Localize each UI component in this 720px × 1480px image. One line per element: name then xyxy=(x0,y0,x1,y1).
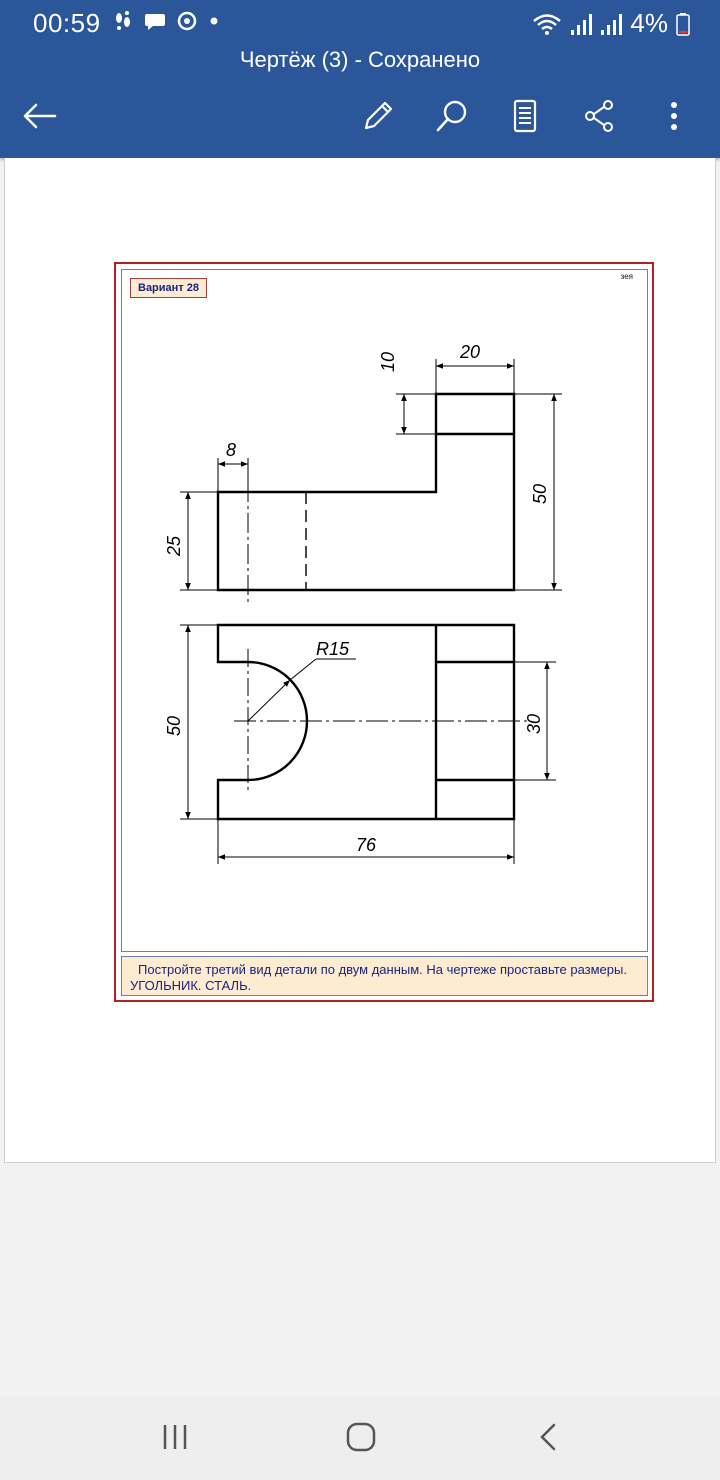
back-arrow-icon xyxy=(22,101,58,131)
dim-label-50-top: 50 xyxy=(164,715,184,736)
dim-label-r15: R15 xyxy=(316,639,350,659)
share-button[interactable] xyxy=(579,96,619,136)
steps-icon xyxy=(112,10,134,32)
technical-drawing xyxy=(116,264,652,1000)
status-bar xyxy=(0,0,720,44)
nav-back-button[interactable] xyxy=(524,1416,574,1458)
battery-icon xyxy=(676,12,690,36)
document-title: Чертёж (3) - Сохранено xyxy=(239,47,481,72)
back-icon xyxy=(534,1422,564,1452)
dot-icon xyxy=(208,10,220,32)
home-icon xyxy=(345,1421,377,1453)
dim-label-10: 10 xyxy=(378,351,398,372)
signal-icon xyxy=(570,12,592,36)
status-left-icons xyxy=(112,10,220,32)
task-description: Постройте третий вид детали по двум данным. На чертеже проставьте размеры. УГОЛЬНИК. СТАЛЬ. xyxy=(121,956,648,996)
status-time: 00:59 xyxy=(33,8,101,38)
drawing-sheet xyxy=(114,262,654,1002)
battery-percent: 4% xyxy=(630,8,668,38)
front-view-outline xyxy=(218,394,514,590)
dim-label-76: 76 xyxy=(356,835,377,855)
reading-view-icon xyxy=(507,98,543,134)
system-navigation-bar xyxy=(0,1396,720,1480)
edit-button[interactable] xyxy=(358,96,398,136)
dim-label-25: 25 xyxy=(164,535,184,556)
corner-label: зея xyxy=(620,272,633,281)
search-icon xyxy=(434,98,470,134)
sync-icon xyxy=(176,10,198,32)
document-page[interactable] xyxy=(4,158,716,1163)
front-view xyxy=(218,394,514,590)
variant-label: Вариант 28 xyxy=(130,278,207,298)
share-icon xyxy=(581,98,617,134)
dim-label-50-front: 50 xyxy=(530,483,550,504)
more-vert-icon xyxy=(656,98,692,134)
reading-view-button[interactable] xyxy=(505,96,545,136)
back-button[interactable] xyxy=(20,96,60,136)
search-button[interactable] xyxy=(432,96,472,136)
recent-apps-icon xyxy=(160,1422,190,1452)
more-options-button[interactable] xyxy=(654,96,694,136)
status-right-icons xyxy=(532,8,690,39)
top-view-outline xyxy=(218,625,514,819)
wifi-icon xyxy=(532,12,562,36)
home-button[interactable] xyxy=(336,1416,386,1458)
dim-label-30: 30 xyxy=(524,713,544,734)
app-toolbar xyxy=(0,44,720,158)
dim-label-8: 8 xyxy=(226,440,237,460)
signal-icon xyxy=(600,12,622,36)
message-icon xyxy=(144,10,166,32)
pencil-icon xyxy=(360,98,396,134)
top-view xyxy=(218,625,514,819)
dim-label-20: 20 xyxy=(460,342,481,362)
recent-apps-button[interactable] xyxy=(150,1416,200,1458)
